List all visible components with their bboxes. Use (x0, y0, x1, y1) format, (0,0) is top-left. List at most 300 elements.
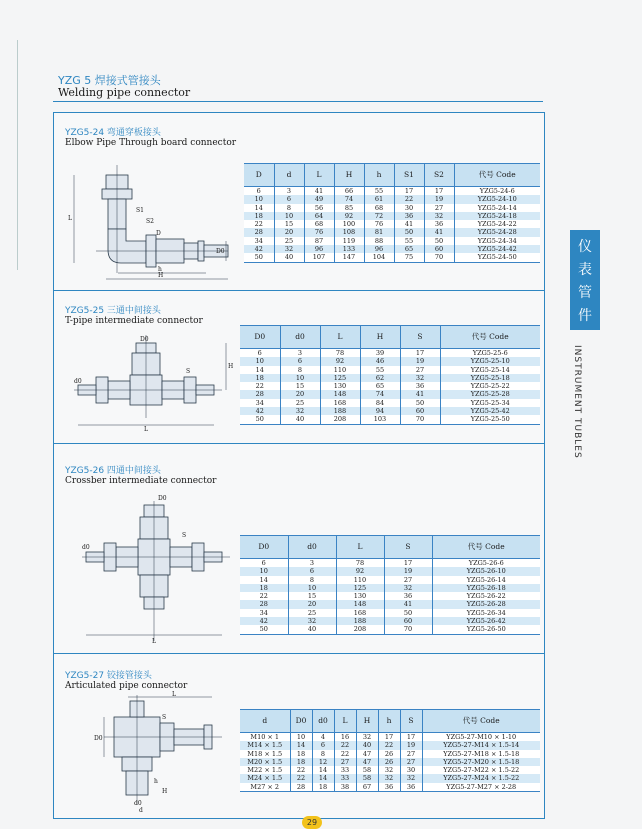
side-tab-char: 管 (578, 285, 592, 301)
table-cell: 20 (274, 228, 304, 236)
column-header: D0 (240, 536, 288, 559)
table-cell: YZG5-24-50 (454, 253, 540, 262)
column-header: D0 (240, 326, 280, 349)
table-cell: 19 (384, 567, 432, 575)
table-cell: 50 (240, 415, 280, 424)
table-cell: 30 (394, 204, 424, 212)
table-cell: 125 (336, 584, 384, 592)
side-tab-english-text: INSTRUMENT TUBLES (572, 345, 582, 459)
table-cell: 20 (280, 390, 320, 398)
table-cell: 42 (244, 245, 274, 253)
table-cell: 22 (244, 220, 274, 228)
table-cell: 74 (334, 195, 364, 203)
table-row (240, 366, 540, 374)
table-cell: 188 (320, 407, 360, 415)
table-cell: 110 (336, 576, 384, 584)
table-cell: 68 (364, 204, 394, 212)
table-row (244, 245, 540, 253)
table-cell: 17 (384, 559, 432, 568)
table-cell: 36 (394, 212, 424, 220)
table-cell: 6 (240, 349, 280, 358)
table-cell: 68 (304, 220, 334, 228)
table-cell: M24 × 1.5 (240, 774, 290, 782)
part-title-cn: YZG5-24 弯通穿板接头 (65, 128, 161, 138)
diagram-label: H (228, 363, 234, 370)
table-cell: 41 (424, 228, 454, 236)
table-cell: 41 (394, 220, 424, 228)
table-cell: 30 (400, 766, 422, 774)
table-cell: 38 (334, 783, 356, 792)
table-row (244, 253, 540, 262)
table-cell: 40 (356, 741, 378, 749)
diagram-label: D0 (216, 248, 225, 255)
table-cell: 60 (424, 245, 454, 253)
table-cell: 41 (400, 390, 440, 398)
table-cell: 47 (356, 750, 378, 758)
table-cell: 22 (240, 592, 288, 600)
section-divider (54, 653, 544, 654)
table-cell: 15 (274, 220, 304, 228)
table-cell: 56 (304, 204, 334, 212)
spec-table (244, 163, 540, 263)
table-cell: 125 (320, 374, 360, 382)
spec-table (240, 325, 540, 425)
table-cell: 15 (280, 382, 320, 390)
table-cell: 67 (356, 783, 378, 792)
table-cell: 50 (424, 237, 454, 245)
table-cell: 62 (360, 374, 400, 382)
table-cell: 130 (336, 592, 384, 600)
column-header: 代号 Code (454, 164, 540, 187)
table-cell: YZG5-25-14 (440, 366, 540, 374)
table-cell: YZG5-27-M14 × 1.5-14 (422, 741, 540, 749)
table-cell: 20 (288, 600, 336, 608)
table-cell: 50 (384, 609, 432, 617)
table-cell: 65 (360, 382, 400, 390)
table-cell: 40 (288, 625, 336, 634)
table-cell: M20 × 1.5 (240, 758, 290, 766)
column-header: S2 (424, 164, 454, 187)
table-cell: 27 (384, 576, 432, 584)
table-cell: 3 (274, 187, 304, 196)
table-cell: 49 (304, 195, 334, 203)
table-cell: 25 (288, 609, 336, 617)
table-cell: 72 (364, 212, 394, 220)
table-cell: 6 (274, 195, 304, 203)
side-tab-char: 表 (578, 262, 592, 278)
table-cell: 70 (384, 625, 432, 634)
table-cell: 42 (240, 407, 280, 415)
table-cell: 22 (290, 774, 312, 782)
table-row (244, 204, 540, 212)
table-cell: M22 × 1.5 (240, 766, 290, 774)
table-cell: 33 (334, 774, 356, 782)
side-tab-english (562, 345, 642, 459)
table-row (240, 374, 540, 382)
table-cell: 50 (244, 253, 274, 262)
table-cell: 103 (360, 415, 400, 424)
table-row (240, 584, 540, 592)
table-cell: 32 (280, 407, 320, 415)
table-cell: 14 (240, 366, 280, 374)
table-row (240, 415, 540, 424)
table-cell: 10 (274, 212, 304, 220)
table-cell: 84 (360, 399, 400, 407)
diagram-label: L (144, 426, 148, 433)
part-title-en: Elbow Pipe Through board connector (65, 138, 237, 148)
spec-table (240, 535, 540, 635)
t-connector-diagram (74, 333, 234, 433)
table-row (240, 617, 540, 625)
table-cell: 50 (400, 399, 440, 407)
table-cell: 148 (320, 390, 360, 398)
diagram-label: L (68, 215, 72, 222)
product-box (53, 112, 545, 819)
table-row (240, 382, 540, 390)
table-cell: 130 (320, 382, 360, 390)
section-divider (54, 443, 544, 444)
table-cell: 55 (360, 366, 400, 374)
table-cell: 10 (240, 567, 288, 575)
column-header: S (400, 326, 440, 349)
table-cell: YZG5-27-M27 × 2-28 (422, 783, 540, 792)
table-cell: 28 (290, 783, 312, 792)
table-cell: 50 (394, 228, 424, 236)
section-title-en: Welding pipe connector (58, 86, 191, 99)
table-cell: 22 (290, 766, 312, 774)
diagram-label: D0 (94, 735, 103, 742)
table-row (244, 228, 540, 236)
cross-connector-diagram (82, 495, 242, 651)
column-header: L (320, 326, 360, 349)
section-title-cn: YZG 5 焊接式管接头 (58, 74, 161, 87)
table-cell: YZG5-25-28 (440, 390, 540, 398)
diagram-label: D0 (158, 495, 167, 502)
table-cell: 188 (336, 617, 384, 625)
table-row (240, 407, 540, 415)
part-title-en: Crossber intermediate connector (65, 476, 217, 486)
table-cell: 36 (400, 382, 440, 390)
table-cell: 3 (288, 559, 336, 568)
table-cell: YZG5-26-18 (432, 584, 540, 592)
diagram-label: D0 (140, 336, 149, 343)
table-cell: M14 × 1.5 (240, 741, 290, 749)
table-cell: YZG5-26-34 (432, 609, 540, 617)
table-row (240, 390, 540, 398)
table-cell: YZG5-24-42 (454, 245, 540, 253)
table-cell: 25 (280, 399, 320, 407)
table-cell: 15 (288, 592, 336, 600)
table-cell: 10 (280, 374, 320, 382)
table-cell: YZG5-25-50 (440, 415, 540, 424)
diagram-label: d0 (74, 378, 82, 385)
column-header: d0 (280, 326, 320, 349)
table-cell: 168 (336, 609, 384, 617)
column-header: h (364, 164, 394, 187)
table-cell: 19 (400, 741, 422, 749)
table-cell: 17 (424, 187, 454, 196)
table-cell: 78 (320, 349, 360, 358)
table-cell: 18 (240, 374, 280, 382)
table-cell: 26 (378, 750, 400, 758)
table-cell: 25 (274, 237, 304, 245)
column-header: h (378, 710, 400, 733)
table-row (244, 187, 540, 196)
table-cell: 147 (334, 253, 364, 262)
column-header: H (334, 164, 364, 187)
table-cell: 50 (240, 625, 288, 634)
table-row (240, 774, 540, 782)
table-cell: 34 (244, 237, 274, 245)
articulated-connector-diagram (84, 693, 234, 813)
table-cell: YZG5-27-M24 × 1.5-22 (422, 774, 540, 782)
column-header: L (334, 710, 356, 733)
table-cell: YZG5-24-14 (454, 204, 540, 212)
table-cell: 17 (394, 187, 424, 196)
table-cell: 148 (336, 600, 384, 608)
diagram-label: d (139, 807, 143, 814)
part-title-cn: YZG5-26 四通中间接头 (65, 466, 161, 476)
column-header: L (336, 536, 384, 559)
table-cell: 6 (240, 559, 288, 568)
table-cell: 107 (304, 253, 334, 262)
table-cell: 36 (400, 783, 422, 792)
table-cell: YZG5-25-42 (440, 407, 540, 415)
table-cell: 119 (334, 237, 364, 245)
table-cell: 100 (334, 220, 364, 228)
table-cell: 81 (364, 228, 394, 236)
table-cell: 14 (244, 204, 274, 212)
table-cell: YZG5-26-22 (432, 592, 540, 600)
table-cell: 17 (400, 733, 422, 742)
column-header: 代号 Code (432, 536, 540, 559)
table-cell: 14 (312, 774, 334, 782)
table-cell: 32 (274, 245, 304, 253)
table-cell: 34 (240, 609, 288, 617)
table-cell: 26 (378, 758, 400, 766)
table-cell: YZG5-26-10 (432, 567, 540, 575)
table-cell: 16 (334, 733, 356, 742)
table-cell: 32 (356, 733, 378, 742)
table-row (240, 559, 540, 568)
table-cell: 61 (364, 195, 394, 203)
table-cell: 96 (364, 245, 394, 253)
table-cell: 27 (400, 750, 422, 758)
diagram-label: H (158, 272, 164, 279)
table-cell: 92 (320, 357, 360, 365)
table-row (244, 220, 540, 228)
table-row (240, 576, 540, 584)
table-cell: YZG5-27-M10 × 1-10 (422, 733, 540, 742)
table-cell: 6 (312, 741, 334, 749)
table-row (240, 758, 540, 766)
part-title-cn: YZG5-27 铰接管接头 (65, 671, 152, 681)
table-cell: 18 (244, 212, 274, 220)
column-header: D0 (290, 710, 312, 733)
table-cell: 32 (378, 774, 400, 782)
part-title-cn: YZG5-25 三通中间接头 (65, 306, 161, 316)
table-row (244, 195, 540, 203)
table-cell: 70 (400, 415, 440, 424)
table-cell: 10 (290, 733, 312, 742)
table-cell: YZG5-26-50 (432, 625, 540, 634)
column-header: 代号 Code (440, 326, 540, 349)
table-cell: 33 (334, 766, 356, 774)
table-cell: 34 (240, 399, 280, 407)
table-cell: 40 (280, 415, 320, 424)
table-row (240, 741, 540, 749)
table-cell: 10 (288, 584, 336, 592)
page-number: 29 (302, 816, 322, 829)
table-row (244, 212, 540, 220)
table-cell: 55 (394, 237, 424, 245)
diagram-label: D (156, 230, 161, 237)
table-cell: 36 (384, 592, 432, 600)
table-cell: 46 (360, 357, 400, 365)
table-cell: 85 (334, 204, 364, 212)
table-cell: YZG5-25-18 (440, 374, 540, 382)
table-cell: 208 (320, 415, 360, 424)
table-cell: YZG5-25-10 (440, 357, 540, 365)
diagram-label: S (186, 368, 191, 375)
table-cell: 66 (334, 187, 364, 196)
diagram-label: h (158, 266, 162, 273)
table-row (240, 766, 540, 774)
table-cell: 47 (356, 758, 378, 766)
table-cell: 104 (364, 253, 394, 262)
table-cell: 208 (336, 625, 384, 634)
part-title-en: Articulated pipe connector (65, 681, 188, 691)
table-cell: 78 (336, 559, 384, 568)
table-cell: 28 (240, 390, 280, 398)
table-cell: 88 (364, 237, 394, 245)
table-cell: 18 (240, 584, 288, 592)
table-cell: 8 (274, 204, 304, 212)
table-row (240, 609, 540, 617)
table-cell: YZG5-24-34 (454, 237, 540, 245)
table-cell: 10 (244, 195, 274, 203)
table-row (240, 357, 540, 365)
column-header: 代号 Code (422, 710, 540, 733)
column-header: d (274, 164, 304, 187)
table-cell: 32 (288, 617, 336, 625)
table-cell: 8 (312, 750, 334, 758)
table-cell: YZG5-26-6 (432, 559, 540, 568)
table-cell: 27 (334, 758, 356, 766)
table-row (240, 567, 540, 575)
table-cell: YZG5-27-M22 × 1.5-22 (422, 766, 540, 774)
diagram-label: d0 (134, 800, 142, 807)
table-cell: YZG5-25-6 (440, 349, 540, 358)
table-cell: 36 (378, 783, 400, 792)
table-cell: 58 (356, 766, 378, 774)
table-cell: 110 (320, 366, 360, 374)
table-cell: 92 (334, 212, 364, 220)
table-row (240, 783, 540, 792)
table-cell: 18 (312, 783, 334, 792)
table-cell: 70 (424, 253, 454, 262)
table-row (240, 625, 540, 634)
table-cell: 8 (280, 366, 320, 374)
table-cell: YZG5-24-10 (454, 195, 540, 203)
column-header: S1 (394, 164, 424, 187)
table-cell: YZG5-24-6 (454, 187, 540, 196)
table-cell: 64 (304, 212, 334, 220)
table-cell: 36 (424, 220, 454, 228)
table-cell: 14 (240, 576, 288, 584)
table-cell: 19 (424, 195, 454, 203)
table-cell: 19 (400, 357, 440, 365)
diagram-label: S2 (146, 218, 154, 225)
table-row (240, 399, 540, 407)
table-cell: 18 (290, 750, 312, 758)
table-cell: YZG5-24-28 (454, 228, 540, 236)
column-header: H (356, 710, 378, 733)
column-header: H (360, 326, 400, 349)
table-cell: 32 (400, 374, 440, 382)
diagram-label: L (152, 638, 156, 645)
table-row (240, 750, 540, 758)
table-cell: 32 (378, 766, 400, 774)
column-header: d0 (312, 710, 334, 733)
table-cell: 6 (288, 567, 336, 575)
diagram-label: d0 (82, 544, 90, 551)
table-cell: 168 (320, 399, 360, 407)
table-cell: 12 (312, 758, 334, 766)
table-cell: YZG5-26-14 (432, 576, 540, 584)
table-cell: 32 (400, 774, 422, 782)
part-title-en: T-pipe intermediate connector (65, 316, 203, 326)
table-cell: 92 (336, 567, 384, 575)
table-cell: YZG5-24-22 (454, 220, 540, 228)
table-cell: 32 (424, 212, 454, 220)
table-cell: 65 (394, 245, 424, 253)
table-cell: 14 (312, 766, 334, 774)
table-cell: 27 (400, 366, 440, 374)
table-cell: 18 (290, 758, 312, 766)
column-header: d (240, 710, 290, 733)
table-cell: 14 (290, 741, 312, 749)
diagram-label: H (162, 788, 168, 795)
table-row (244, 237, 540, 245)
table-cell: 42 (240, 617, 288, 625)
table-cell: 10 (240, 357, 280, 365)
table-cell: 60 (384, 617, 432, 625)
table-cell: YZG5-27-M18 × 1.5-18 (422, 750, 540, 758)
table-cell: M27 × 2 (240, 783, 290, 792)
table-cell: 41 (304, 187, 334, 196)
table-cell: YZG5-25-22 (440, 382, 540, 390)
table-cell: 6 (280, 357, 320, 365)
diagram-label: S1 (136, 207, 144, 214)
diagram-label: S (162, 714, 167, 721)
table-cell: 108 (334, 228, 364, 236)
table-cell: 22 (240, 382, 280, 390)
table-cell: M18 × 1.5 (240, 750, 290, 758)
column-header: S (400, 710, 422, 733)
table-cell: YZG5-26-42 (432, 617, 540, 625)
table-cell: 39 (360, 349, 400, 358)
table-cell: 17 (400, 349, 440, 358)
margin-line (17, 40, 18, 270)
table-cell: 8 (288, 576, 336, 584)
diagram-label: h (154, 778, 158, 785)
table-cell: 96 (304, 245, 334, 253)
table-cell: YZG5-24-18 (454, 212, 540, 220)
table-row (240, 592, 540, 600)
table-cell: 74 (360, 390, 400, 398)
table-cell: 4 (312, 733, 334, 742)
